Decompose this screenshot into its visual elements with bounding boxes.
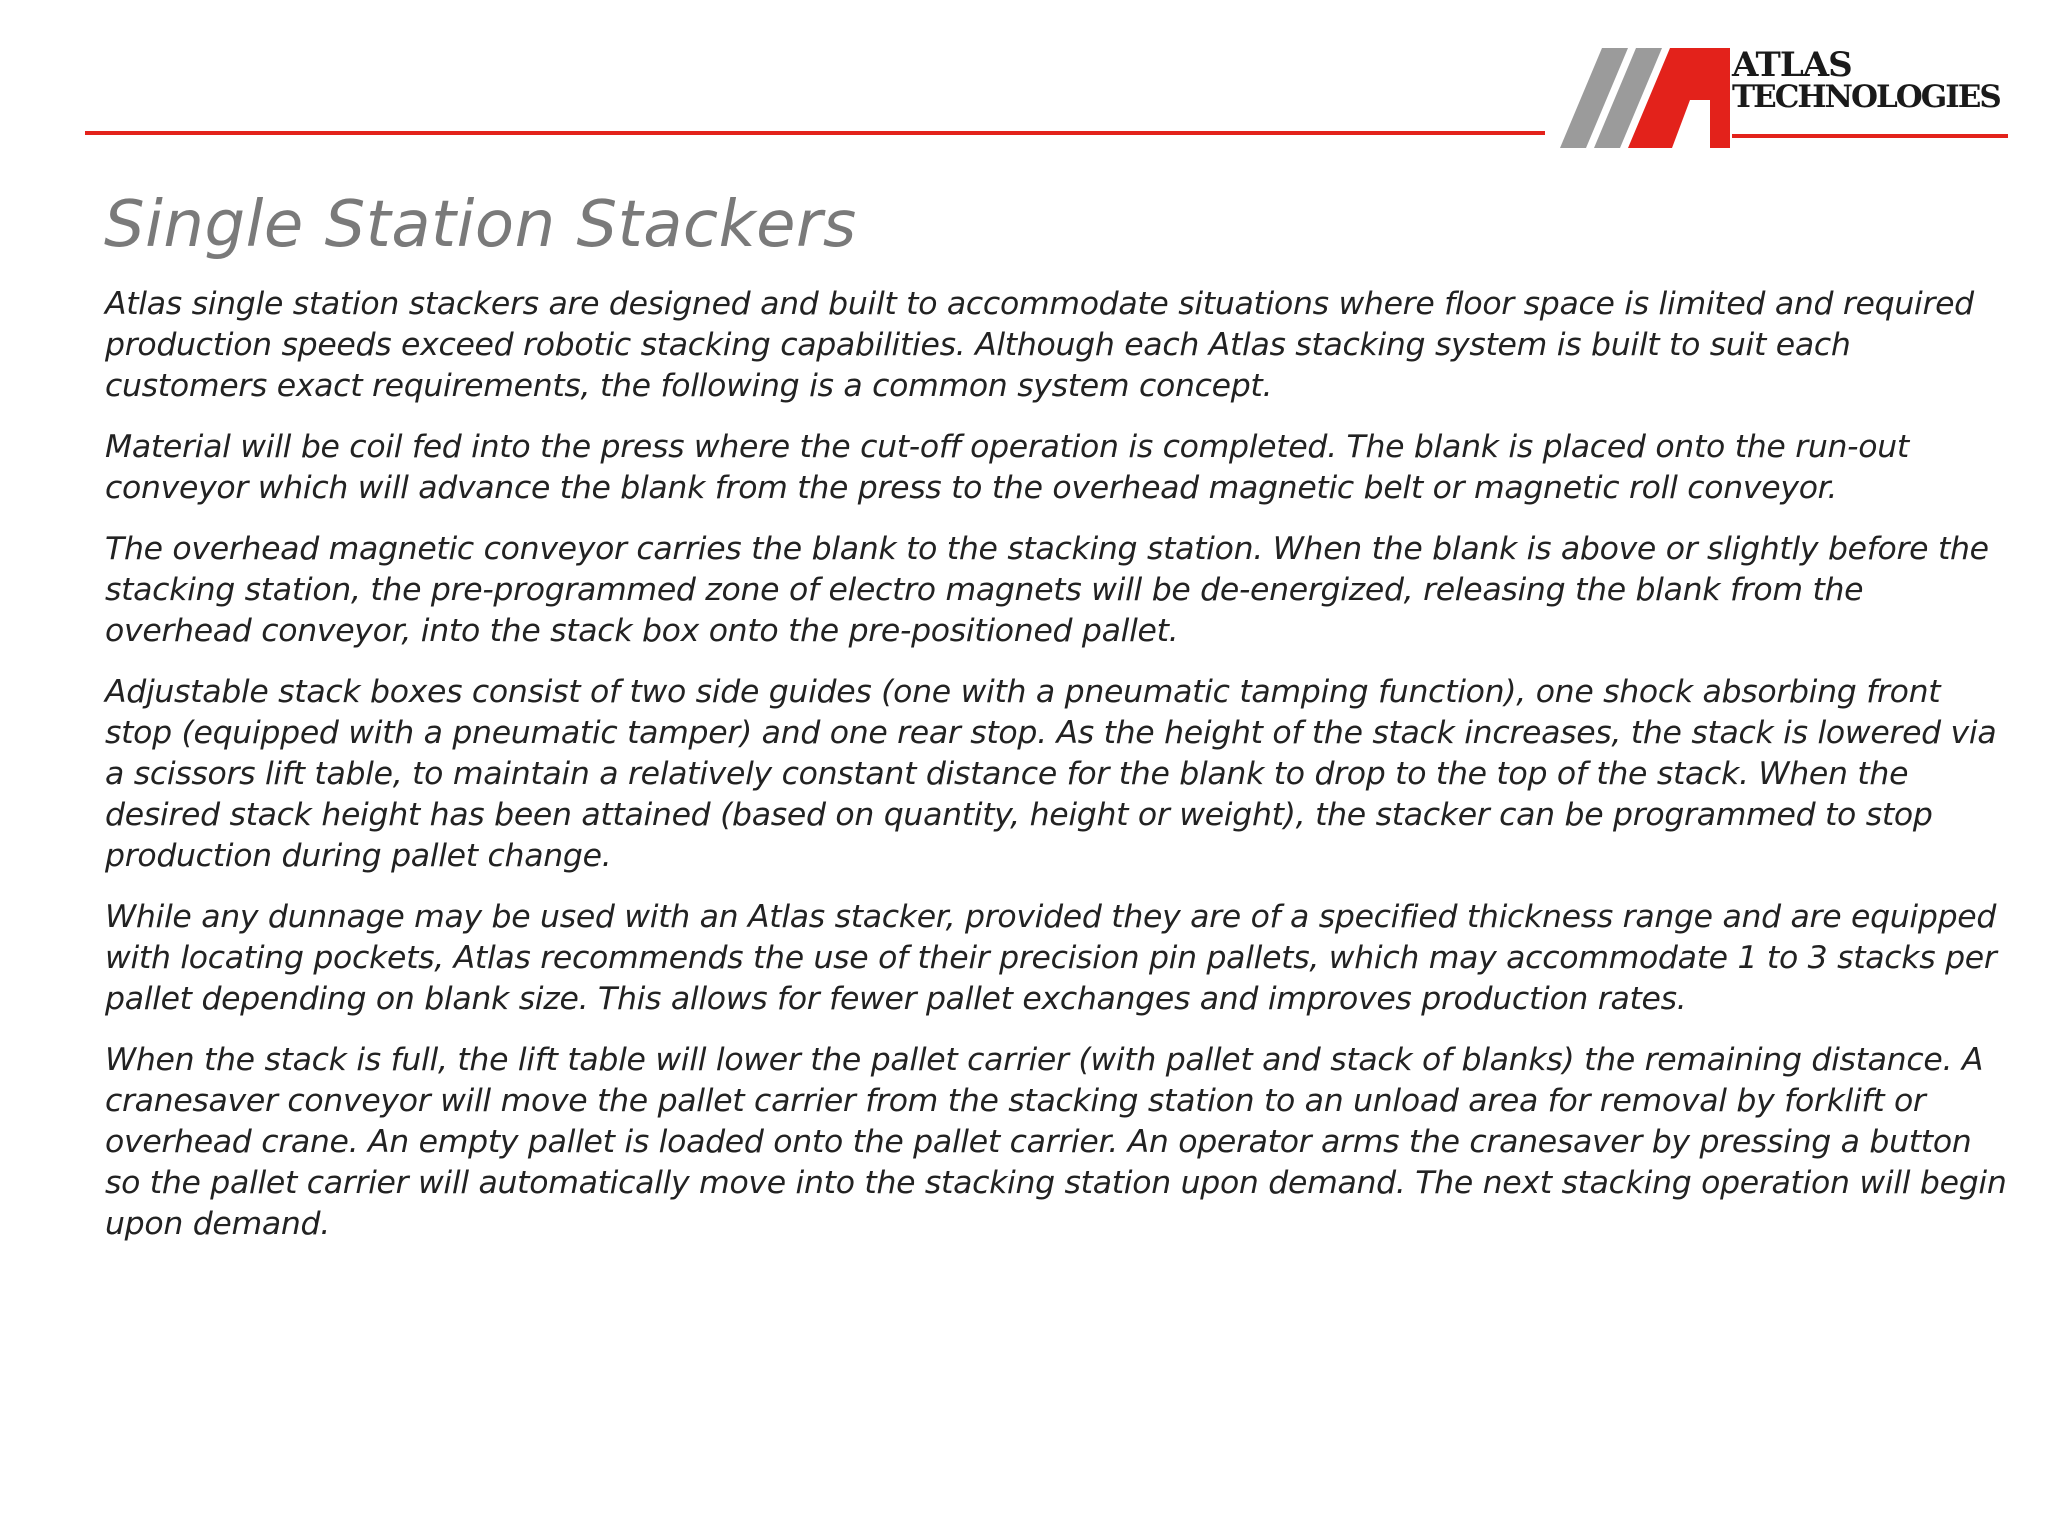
logo-underline: [1732, 134, 2008, 138]
page-title: Single Station Stackers: [104, 188, 857, 262]
paragraph-overhead-conveyor: The overhead magnetic conveyor carries the blank to the stacking station. When the blank is above or slightly before the stacking station, the pre-programmed zone of electro magnets will be de-energized, releasing the blank from the overhead conveyor, into the stack box onto the pre-positioned pallet.: [105, 531, 1989, 649]
paragraph-stack-boxes: Adjustable stack boxes consist of two side guides (one with a pneumatic tamping function), one shock absorbing front stop (equipped with a pneumatic tamper) and one rear stop. As the height of the stack increases, the stack is lowered via a scissors lift table, to maintain a relatively constant distance for the blank to drop to the top of the stack. When the desired stack height has been attained (based on quantity, height or weight), the stacker can be programmed to stop production during pallet change.: [105, 674, 1997, 874]
atlas-stripes-icon: [1560, 48, 1730, 148]
paragraph-dunnage: While any dunnage may be used with an Atlas stacker, provided they are of a specified thickness range and are equipped with locating pockets, Atlas recommends the use of their precision pin pallets, which may accommodate 1 to 3 stacks per pallet depending on blank size. This allows for fewer pallet exchanges and improves production rates.: [105, 899, 1997, 1017]
paragraph-material-feed: Material will be coil fed into the press where the cut-off operation is completed. The blank is placed onto the run-out conveyor which will advance the blank from the press to the overhead magnetic belt or magnetic roll conveyor.: [105, 429, 1909, 506]
body-text: [105, 284, 2010, 1265]
logo-line-technologies: TECHNOLOGIES: [1732, 79, 2000, 115]
logo-line-atlas: ATLAS: [1732, 45, 1852, 85]
paragraph-stack-full: When the stack is full, the lift table will lower the pallet carrier (with pallet and stack of blanks) the remaining distance. A cranesaver conveyor will move the pallet carrier from the stacking station to an unload area for removal by forklift or overhead crane. An empty pallet is loaded onto the pallet carrier. An operator arms the cranesaver by pressing a button so the pallet carrier will automatically move into the stacking station upon demand. The next stacking operation will begin upon demand.: [105, 1042, 2007, 1242]
atlas-technologies-logo: [1560, 45, 2012, 148]
paragraph-intro: Atlas single station stackers are designed and built to accommodate situations where floor space is limited and required production speeds exceed robotic stacking capabilities. Although each Atlas stacking system is built to suit each customers exact requirements, the following is a common system concept.: [105, 286, 1974, 404]
logo-wordmark: [1732, 45, 2000, 115]
header-divider: [85, 131, 1545, 135]
